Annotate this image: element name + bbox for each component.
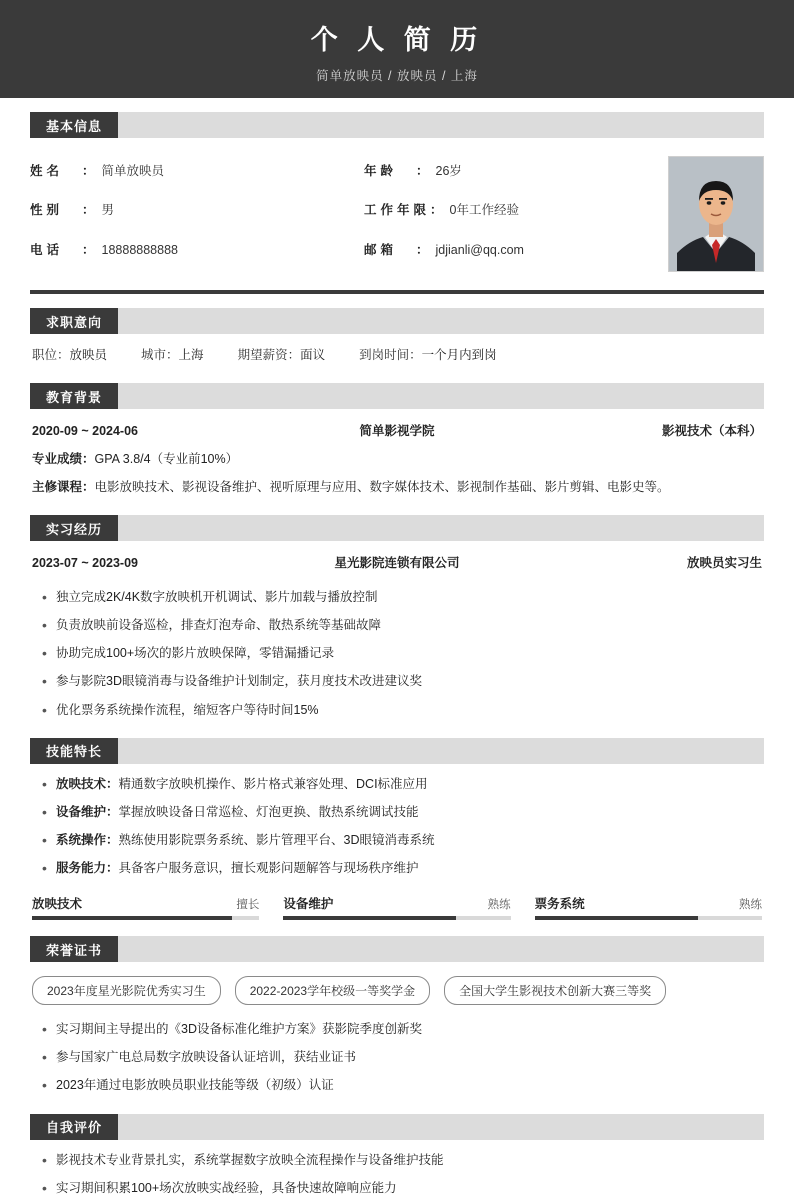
list-item: • 实习期间积累100+场次放映实战经验，具备快速故障响应能力 [56, 1174, 764, 1202]
resume-header [0, 0, 794, 98]
basic-info-block [30, 138, 764, 278]
section-divider [30, 290, 764, 294]
intent-label: 到岗时间： [359, 348, 422, 362]
intent-value: 上海 [178, 348, 204, 362]
skill-bar-item [283, 894, 510, 920]
section-bar-rest [118, 738, 764, 764]
list-item: • 协助完成100+场次的影片放映保障，零错漏播记录 [56, 639, 764, 667]
education-courses-value: 电影放映技术、影视设备维护、视听原理与应用、数字媒体技术、影视制作基础、影片剪辑、电影史等。 [94, 480, 670, 494]
resume-body [0, 112, 794, 1202]
skill-bar-fill [535, 916, 699, 920]
honor-chip: 2022-2023学年校级一等奖学金 [235, 976, 430, 1005]
education-heading-row [30, 409, 764, 445]
section-header-intent [30, 308, 764, 334]
education-courses [30, 473, 764, 501]
skill-bar-track [32, 916, 259, 920]
section-title-intent: 求职意向 [30, 308, 118, 334]
field-label: 电话 [30, 242, 64, 257]
section-bar-rest [118, 112, 764, 138]
field-colon: ： [416, 242, 429, 257]
field-value: 18888888888 [101, 242, 178, 257]
skill-value: 精通数字放映机操作、影片格式兼容处理、DCI标准应用 [118, 776, 428, 791]
skill-bar-top [283, 894, 510, 916]
section-bar-rest [118, 1114, 764, 1140]
list-item [56, 854, 764, 882]
skill-label: 放映技术： [56, 776, 119, 791]
field-value: 26岁 [435, 164, 462, 178]
avatar-illustration [669, 157, 763, 271]
intent-salary [238, 345, 326, 363]
intent-value: 放映员 [69, 348, 108, 362]
internship-date: 2023-07 ~ 2023-09 [32, 556, 138, 570]
intent-value: 一个月内到岗 [421, 348, 497, 362]
skill-bar-name: 放映技术 [32, 897, 83, 912]
field-colon: ： [82, 164, 95, 178]
section-header-self [30, 1114, 764, 1140]
field-value: 男 [101, 203, 115, 218]
field-colon: ： [82, 203, 95, 218]
field-label: 邮箱 [364, 242, 398, 257]
list-item: • 负责放映前设备巡检，排查灯泡寿命、散热系统等基础故障 [56, 611, 764, 639]
section-header-honors [30, 936, 764, 962]
education-major: 影视技术（本科） [661, 424, 762, 438]
section-header-education [30, 383, 764, 409]
list-item: • 参与影院3D眼镜消毒与设备维护计划制定，获月度技术改进建议奖 [56, 667, 764, 695]
skill-label: 系统操作： [56, 832, 119, 847]
list-item: • 2023年通过电影放映员职业技能等级（初级）认证 [56, 1071, 764, 1099]
section-title-basic: 基本信息 [30, 112, 118, 138]
field-value: 简单放映员 [101, 164, 165, 178]
field-email [342, 233, 654, 272]
education-date: 2020-09 ~ 2024-06 [32, 424, 138, 438]
section-title-education: 教育背景 [30, 383, 118, 409]
skill-bar-level: 擅长 [236, 899, 260, 912]
education-courses-label: 主修课程： [32, 480, 95, 494]
field-value: 0年工作经验 [449, 203, 519, 218]
list-item: • 参与国家广电总局数字放映设备认证培训，获结业证书 [56, 1043, 764, 1071]
basic-info-fields [30, 154, 654, 272]
section-title-internship: 实习经历 [30, 515, 118, 541]
skill-bar-level: 熟练 [738, 899, 762, 912]
job-intent-row [30, 334, 764, 369]
field-colon: ： [82, 242, 95, 257]
list-item [56, 826, 764, 854]
skill-bar-item [535, 894, 762, 920]
field-colon: ： [416, 164, 429, 178]
list-item: • 优化票务系统操作流程，缩短客户等待时间15% [56, 696, 764, 724]
list-item: • 独立完成2K/4K数字放映机开机调试、影片加载与播放控制 [56, 583, 764, 611]
skill-bar-fill [283, 916, 456, 920]
field-gender [30, 193, 342, 232]
section-bar-rest [118, 383, 764, 409]
list-item: • 实习期间主导提出的《3D设备标准化维护方案》获影院季度创新奖 [56, 1015, 764, 1043]
skill-bar-track [283, 916, 510, 920]
skill-bar-item [32, 894, 259, 920]
skill-value: 熟练使用影院票务系统、影片管理平台、3D眼镜消毒系统 [118, 832, 435, 847]
field-colon: ： [430, 203, 443, 218]
skill-bar-top [32, 894, 259, 916]
intent-label: 职位： [32, 348, 70, 362]
field-label: 年龄 [364, 164, 398, 178]
section-title-honors: 荣誉证书 [30, 936, 118, 962]
honor-chip: 全国大学生影视技术创新大赛三等奖 [444, 976, 666, 1005]
intent-availability [359, 345, 497, 363]
skill-bar-top [535, 894, 762, 916]
field-phone [30, 233, 342, 272]
intent-label: 城市： [141, 348, 179, 362]
section-bar-rest [118, 936, 764, 962]
page-title: 个 人 简 历 [310, 25, 484, 55]
section-header-basic [30, 112, 764, 138]
field-experience [342, 193, 654, 232]
skill-value: 掌握放映设备日常巡检、灯泡更换、散热系统调试技能 [118, 804, 419, 819]
internship-bullet-list [30, 583, 764, 724]
section-header-internship [30, 515, 764, 541]
intent-label: 期望薪资： [237, 348, 301, 362]
skills-bullet-list [30, 770, 764, 883]
section-title-self: 自我评价 [30, 1114, 118, 1140]
intent-city [141, 345, 204, 363]
self-bullet-list [30, 1146, 764, 1202]
skill-bar-name: 票务系统 [534, 897, 585, 912]
section-bar-rest [118, 308, 764, 334]
intent-value: 面议 [300, 348, 326, 362]
header-subtitle: 简单放映员 / 放映员 / 上海 [316, 69, 478, 83]
field-name [30, 154, 342, 193]
list-item [56, 770, 764, 798]
field-age [342, 154, 654, 193]
field-label: 工作年限 [364, 203, 431, 218]
section-header-skills [30, 738, 764, 764]
intent-position [32, 345, 107, 363]
skill-bar-fill [32, 916, 232, 920]
honors-bullet-list [30, 1015, 764, 1099]
education-gpa [30, 445, 764, 473]
list-item: • 影视技术专业背景扎实，系统掌握数字放映全流程操作与设备维护技能 [56, 1146, 764, 1174]
field-value: jdjianli@qq.com [435, 242, 524, 257]
internship-role: 放映员实习生 [686, 556, 762, 570]
section-bar-rest [118, 515, 764, 541]
honor-chip: 2023年度星光影院优秀实习生 [32, 976, 221, 1005]
internship-heading-row [30, 541, 764, 577]
education-school: 简单影视学院 [359, 424, 435, 438]
list-item [56, 798, 764, 826]
skill-bar-track [535, 916, 762, 920]
education-gpa-label: 专业成绩： [32, 452, 95, 466]
skill-bar-name: 设备维护 [283, 897, 334, 912]
section-title-skills: 技能特长 [30, 738, 118, 764]
honor-chip-group [30, 962, 764, 1009]
skill-label: 服务能力： [56, 861, 119, 875]
internship-company: 星光影院连锁有限公司 [334, 556, 460, 570]
skill-bar-group [30, 884, 764, 922]
skill-bar-level: 熟练 [487, 899, 511, 912]
skill-value: 具备客户服务意识，擅长观影问题解答与现场秩序维护 [118, 861, 419, 875]
field-label: 性别 [30, 203, 64, 218]
avatar [668, 156, 764, 272]
field-label: 姓名 [30, 164, 64, 178]
education-gpa-value: GPA 3.8/4（专业前10%） [94, 452, 239, 466]
skill-label: 设备维护： [56, 804, 119, 819]
